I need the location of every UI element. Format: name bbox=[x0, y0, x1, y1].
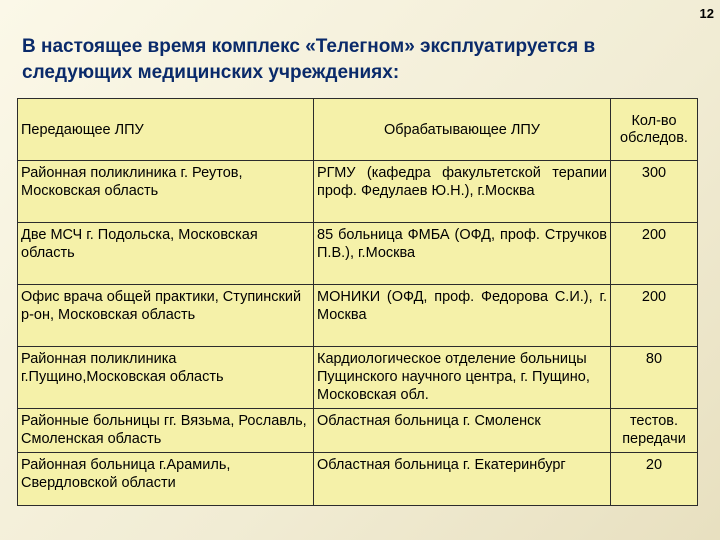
table-row bbox=[18, 223, 698, 285]
sending-facility-cell: Районная поликлиника г.Пущино,Московская область bbox=[18, 347, 314, 409]
table-row bbox=[18, 409, 698, 453]
processing-facility-cell: 85 больница ФМБА (ОФД, проф. Стручков П.В.), г.Москва bbox=[314, 223, 611, 285]
exam-count-cell: 80 bbox=[611, 347, 698, 409]
facilities-table bbox=[17, 98, 698, 506]
table-row bbox=[18, 161, 698, 223]
table-row bbox=[18, 285, 698, 347]
table-row bbox=[18, 347, 698, 409]
processing-facility-cell: Областная больница г. Екатеринбург bbox=[314, 453, 611, 506]
page-number: 12 bbox=[699, 6, 714, 21]
sending-facility-cell: Районные больницы гг. Вязьма, Рославль, Смоленская область bbox=[18, 409, 314, 453]
sending-facility-cell: Две МСЧ г. Подольска, Московская область bbox=[18, 223, 314, 285]
table-row bbox=[18, 453, 698, 506]
exam-count-cell: 200 bbox=[611, 223, 698, 285]
processing-facility-cell: РГМУ (кафедра факультетской терапии проф. Федулаев Ю.Н.), г.Москва bbox=[314, 161, 611, 223]
exam-count-cell: 300 bbox=[611, 161, 698, 223]
header-processing-facility: Обрабатывающее ЛПУ bbox=[314, 99, 611, 161]
header-exam-count: Кол-во обследов. bbox=[611, 99, 698, 161]
processing-facility-cell: Областная больница г. Смоленск bbox=[314, 409, 611, 453]
exam-count-cell: 200 bbox=[611, 285, 698, 347]
table-header-row bbox=[18, 99, 698, 161]
exam-count-cell: 20 bbox=[611, 453, 698, 506]
sending-facility-cell: Районная поликлиника г. Реутов, Московская область bbox=[18, 161, 314, 223]
processing-facility-cell: МОНИКИ (ОФД, проф. Федорова С.И.), г. Москва bbox=[314, 285, 611, 347]
header-sending-facility: Передающее ЛПУ bbox=[18, 99, 314, 161]
sending-facility-cell: Офис врача общей практики, Ступинский р-он, Московская область bbox=[18, 285, 314, 347]
processing-facility-cell: Кардиологическое отделение больницы Пущинского научного центра, г. Пущино, Московская обл. bbox=[314, 347, 611, 409]
sending-facility-cell: Районная больница г.Арамиль, Свердловской области bbox=[18, 453, 314, 506]
exam-count-cell: тестов. передачи bbox=[611, 409, 698, 453]
slide-heading: В настоящее время комплекс «Телегном» эксплуатируется в следующих медицинских учреждениях: bbox=[22, 36, 596, 83]
